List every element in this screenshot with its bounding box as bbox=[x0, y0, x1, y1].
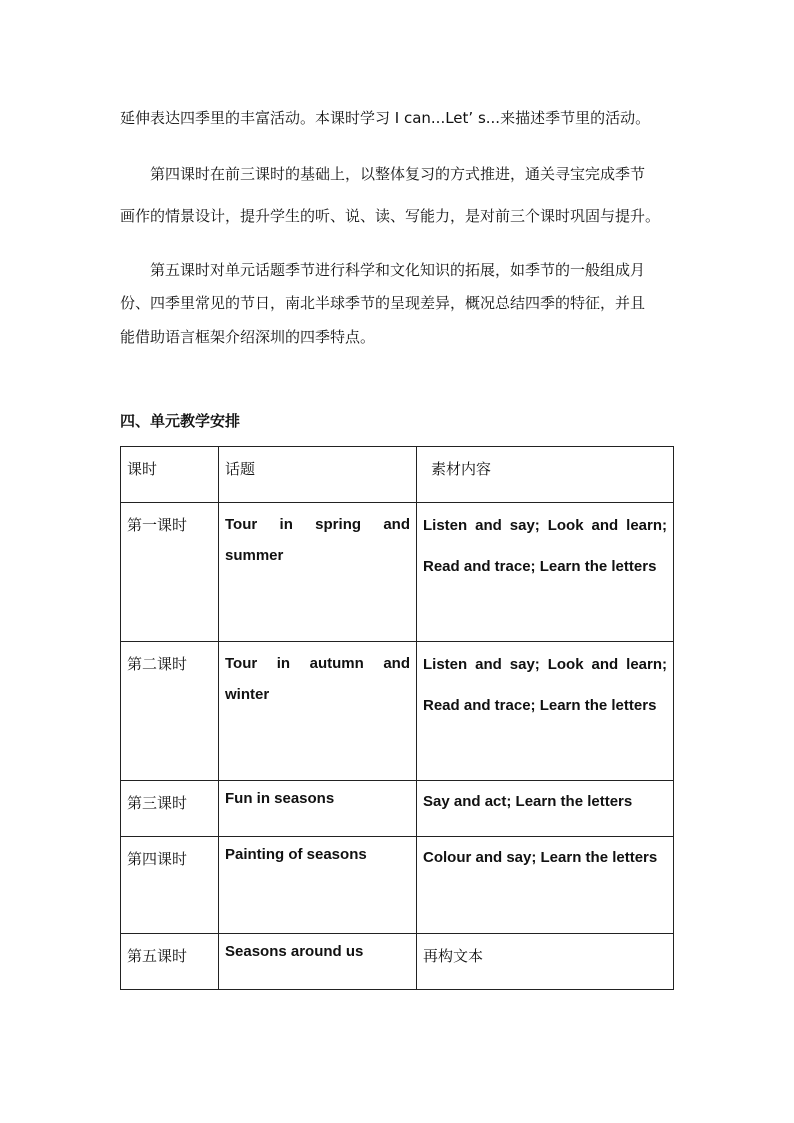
table-row bbox=[121, 934, 674, 990]
header-lesson: 课时 bbox=[121, 447, 219, 503]
material-cell: 再构文本 bbox=[417, 934, 674, 990]
paragraph-2-line-2: 画作的情景设计，提升学生的听、说、读、写能力，是对前三个课时巩固与提升。 bbox=[120, 207, 661, 225]
paragraph-3-line-3: 能借助语言框架介绍深圳的四季特点。 bbox=[120, 328, 376, 346]
topic-cell: Tour in spring and summer bbox=[219, 503, 417, 642]
paragraph-1-line-1: 延伸表达四季里的丰富活动。本课时学习 I can...Let’ s...来描述季节里的活动。 bbox=[120, 109, 651, 127]
material-cell: Colour and say; Learn the letters bbox=[417, 837, 674, 934]
material-cell: Listen and say; Look and learn; Read and trace; Learn the letters bbox=[417, 503, 674, 642]
teaching-schedule-table bbox=[120, 446, 674, 990]
material-cell: Listen and say; Look and learn; Read and trace; Learn the letters bbox=[417, 642, 674, 781]
lesson-cell: 第三课时 bbox=[121, 781, 219, 837]
material-cell: Say and act; Learn the letters bbox=[417, 781, 674, 837]
table-header-row bbox=[121, 447, 674, 503]
lesson-cell: 第五课时 bbox=[121, 934, 219, 990]
header-material: 素材内容 bbox=[417, 447, 674, 503]
topic-cell: Fun in seasons bbox=[219, 781, 417, 837]
topic-cell: Seasons around us bbox=[219, 934, 417, 990]
table-row bbox=[121, 837, 674, 934]
lesson-cell: 第一课时 bbox=[121, 503, 219, 642]
lesson-cell: 第四课时 bbox=[121, 837, 219, 934]
table-row bbox=[121, 642, 674, 781]
table-row bbox=[121, 781, 674, 837]
header-topic: 话题 bbox=[219, 447, 417, 503]
paragraph-2-line-1: 第四课时在前三课时的基础上，以整体复习的方式推进，通关寻宝完成季节 bbox=[150, 165, 646, 183]
paragraph-3-line-2: 份、四季里常见的节日，南北半球季节的呈现差异，概况总结四季的特征，并且 bbox=[120, 294, 646, 312]
topic-cell: Painting of seasons bbox=[219, 837, 417, 934]
table-row bbox=[121, 503, 674, 642]
lesson-cell: 第二课时 bbox=[121, 642, 219, 781]
section-heading: 四、单元教学安排 bbox=[120, 412, 241, 430]
paragraph-3-line-1: 第五课时对单元话题季节进行科学和文化知识的拓展，如季节的一般组成月 bbox=[150, 261, 646, 279]
topic-cell: Tour in autumn and winter bbox=[219, 642, 417, 781]
